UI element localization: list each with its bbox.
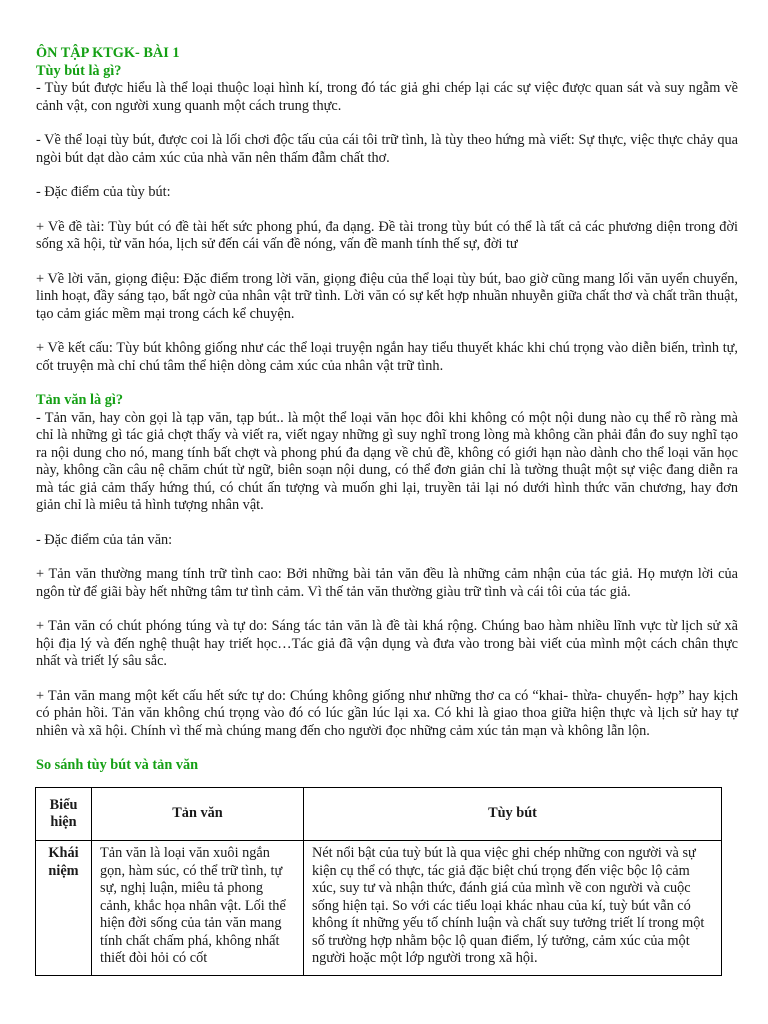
page-title: ÔN TẬP KTGK- BÀI 1: [36, 45, 180, 61]
table-header-row: [36, 788, 722, 841]
paragraph: + Về kết cấu: Tùy bút không giống như các thể loại truyện ngắn hay tiểu thuyết khác khi chú trọng vào diễn biến, trình tự, cốt truyện mà chỉ chú tâm thể hiện dòng cảm xúc của nhân vật trữ tình.: [36, 340, 738, 374]
section-heading-tuy-but: Tùy bút là gì?: [36, 62, 122, 79]
table-cell: Nét nổi bật của tuỳ bút là qua việc ghi chép những con người và sự kiện cụ thể có thực, tác giả đặc biệt chú trọng đến việc bộc lộ cảm xúc, suy tư và nhận thức, đánh giá của mình về con người và cuộc sống hiện tại. So với các tiểu loại khác nhau của kí, tuỳ bút vẫn có không ít những yếu tố chính luận và chất suy tưởng triết lí trong một số trường hợp nhằm bộc lộ quan điểm, lý tưởng, cảm xúc của một người hoặc một lớp người trong xã hội.: [304, 841, 722, 976]
table-header-cell: Tản văn: [92, 788, 304, 841]
table-header-cell: Tùy bút: [304, 788, 722, 841]
table-row-label: Khái niệm: [36, 841, 92, 976]
paragraph: + Về lời văn, giọng điệu: Đặc điểm trong lời văn, giọng điệu của thể loại tùy bút, bao giờ cũng mang lối văn uyển chuyển, linh hoạt, đầy sáng tạo, bất ngờ của nhân vật trữ tình. Lời văn có sự kết hợp nhuần nhuyễn giữa chất thơ và chất trần thuật, tạo cảm giác mềm mại trong cách kể chuyện.: [36, 270, 738, 322]
paragraph: - Tùy bút được hiểu là thể loại thuộc loại hình kí, trong đó tác giả ghi chép lại các sự việc được quan sát và suy ngẫm về cảnh vật, con người xung quanh một cách trung thực.: [36, 80, 738, 114]
paragraph: - Đặc điểm của tùy bút:: [36, 184, 171, 200]
table-header-cell: Biểu hiện: [36, 788, 92, 841]
paragraph: + Tản văn thường mang tính trữ tình cao: Bởi những bài tản văn đều là những cảm nhận của tác giả. Họ mượn lời của ngôn từ để giãi bày hết những tâm tư tình cảm. Vì thế tản văn thường giàu trữ tình và cái tôi của tác giả.: [36, 566, 738, 600]
section-heading-so-sanh: So sánh tùy bút và tản văn: [36, 757, 199, 773]
table-cell: [92, 841, 304, 976]
paragraph: + Tản văn mang một kết cấu hết sức tự do: Chúng không giống như những thơ ca có “khai- thừa- chuyển- hợp” hay kịch có phản hồi. Tản văn không chú trọng vào đó có lúc gần lúc lại xa. Có khi là giao thoa giữa hiện thực và lịch sử hay tự nhiên và xã hội. Chính vì thế mà chúng mang đến cho người đọc những cảm xúc tản mạn và không lẫn lộn.: [36, 687, 738, 739]
paragraph: + Tản văn có chút phóng túng và tự do: Sáng tác tản văn là đề tài khá rộng. Chúng bao hàm nhiều lĩnh vực từ lịch sử xã hội địa lý và đến nghệ thuật hay triết học…Tác giả đã vận dụng và đưa vào trong bài viết của mình một cách chân thực nhất và triết lý sâu sắc.: [36, 618, 738, 669]
document-body: [36, 45, 738, 775]
comparison-table: [35, 787, 722, 976]
paragraph: + Về đề tài: Tùy bút có đề tài hết sức phong phú, đa dạng. Đề tài trong tùy bút có thể là tất cả các phương diện trong đời sống xã hội, từ văn hóa, lịch sử đến cái vấn đề nóng, vấn đề manh tính thế sự, đời tư: [36, 218, 738, 252]
paragraph: - Đặc điểm của tản văn:: [36, 531, 173, 548]
table-row: [36, 841, 722, 976]
table-cell-text: Tản văn là loại văn xuôi ngắn gọn, hàm súc, có thể trữ tình, tự sự, nghị luận, miêu tả phong cảnh, khắc họa nhân vật. Lối thể hiện đời sống của tản văn mang tính chất chấm phá, không nhất thiết đòi hỏi có cốt: [100, 845, 286, 966]
paragraph: - Tản văn, hay còn gọi là tạp văn, tạp bút.. là một thể loại văn học đôi khi không có một nội dung nào cụ thể rõ ràng mà chỉ là những gì tác giả chợt thấy và viết ra, viết ngay những gì suy nghĩ trong lòng mà không cần phải đắn đo suy nghĩ tạo ra nội dung cho nó, mang tính bất chợt và phong phú đa dạng về chủ đề, không có giới hạn nào dành cho thể loại văn học này, không cần câu nệ chăm chút từ ngữ, biên soạn nội dung, có thể đơn giản chỉ là tường thuật một sự việc đang diễn ra mà tác giả cảm thấy hứng thú, có chút ấn tượng và muốn ghi lại, truyền tải lại nó dưới hình thức văn chương, hay đơn giản chỉ là miêu tả hình tượng nhân vật.: [36, 409, 738, 513]
paragraph: - Về thể loại tùy bút, được coi là lối chơi độc tấu của cái tôi trữ tình, là tùy theo hứng mà viết: Sự thực, việc thực chảy qua ngòi bút dạt dào cảm xúc của nhà văn nên thấm đẫm chất thơ.: [36, 132, 738, 166]
section-heading-tan-van: Tản văn là gì?: [36, 392, 123, 408]
